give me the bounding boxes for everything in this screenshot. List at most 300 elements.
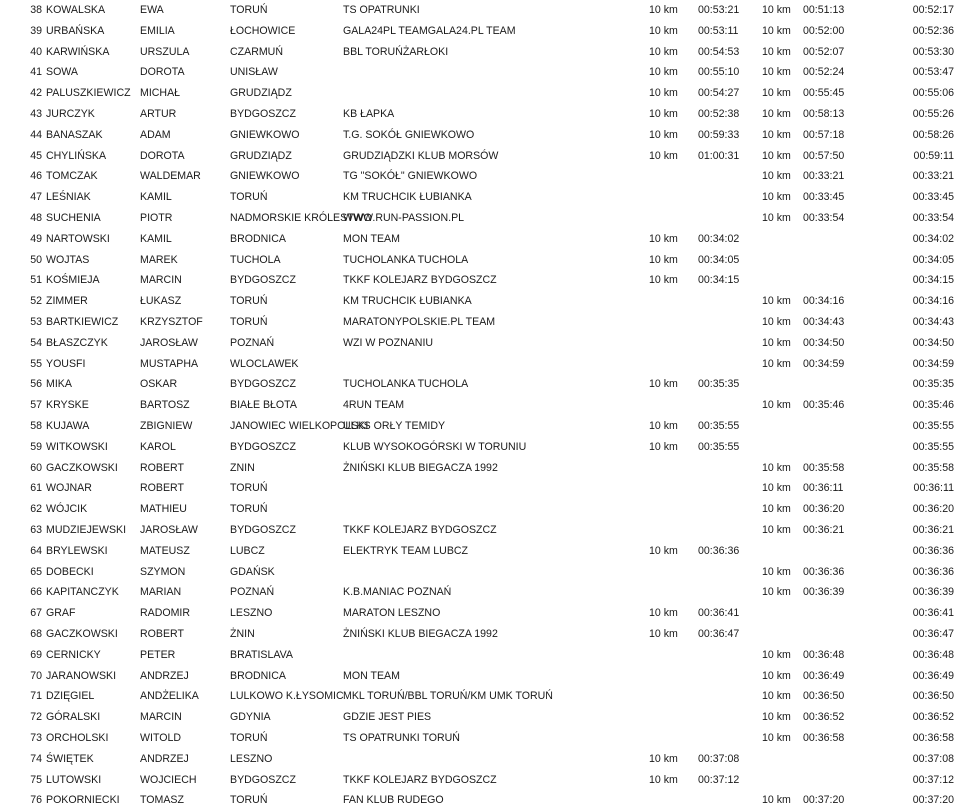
distance-1-cell bbox=[649, 790, 699, 811]
club-cell: TUCHOLANKA TUCHOLA bbox=[343, 378, 469, 391]
table-row bbox=[0, 499, 960, 520]
table-row bbox=[0, 541, 960, 562]
first-name-cell: ROBERT bbox=[140, 482, 184, 495]
total-time-cell: 00:35:58 bbox=[912, 461, 954, 474]
surname-cell: GRAF bbox=[46, 607, 76, 620]
place-cell: 73 bbox=[30, 732, 42, 744]
surname-cell: BRYLEWSKI bbox=[46, 544, 108, 557]
club-cell: TS OPATRUNKI TORUŃ bbox=[343, 732, 460, 744]
first-name-cell: OSKAR bbox=[140, 378, 178, 391]
time-2-cell: 00:34:16 bbox=[803, 295, 845, 308]
time-2-cell: 00:55:45 bbox=[803, 87, 845, 100]
place-cell: 53 bbox=[30, 316, 42, 328]
club-cell: TKKF KOLEJARZ BYDGOSZCZ bbox=[343, 773, 497, 786]
first-name-cell: MATHIEU bbox=[140, 503, 187, 516]
distance-2-cell: 10 km bbox=[762, 24, 791, 37]
surname-cell: KOWALSKA bbox=[46, 4, 106, 16]
total-time-cell: 00:35:35 bbox=[912, 378, 954, 391]
time-2-cell bbox=[803, 437, 873, 458]
time-1-cell bbox=[698, 458, 758, 479]
club-cell: KM TRUCHCIK ŁUBIANKA bbox=[343, 295, 472, 308]
club-cell: GDZIE JEST PIES bbox=[343, 711, 432, 724]
table-row bbox=[0, 83, 960, 104]
city-cell: UNISŁAW bbox=[230, 66, 278, 79]
distance-2-cell: 10 km bbox=[762, 108, 791, 120]
city-cell: BYDGOSZCZ bbox=[230, 524, 296, 536]
time-2-cell: 00:34:43 bbox=[803, 316, 845, 328]
distance-2-cell: 10 km bbox=[762, 149, 791, 162]
city-cell: TORUŃ bbox=[230, 503, 268, 516]
table-row bbox=[0, 624, 960, 645]
first-name-cell: MATEUSZ bbox=[140, 544, 190, 557]
distance-2-cell: 10 km bbox=[762, 336, 791, 349]
time-2-cell: 00:37:20 bbox=[803, 794, 845, 807]
distance-1-cell: 10 km bbox=[649, 149, 678, 162]
distance-1-cell bbox=[649, 333, 699, 354]
first-name-cell: ŁUKASZ bbox=[140, 295, 182, 308]
distance-1-cell bbox=[649, 208, 699, 229]
surname-cell: WOJNAR bbox=[46, 482, 92, 495]
time-2-cell: 00:52:07 bbox=[803, 45, 845, 58]
distance-2-cell: 10 km bbox=[762, 212, 791, 224]
club-cell bbox=[343, 354, 655, 375]
first-name-cell: JAROSŁAW bbox=[140, 524, 198, 536]
surname-cell: CERNICKY bbox=[46, 648, 101, 661]
club-cell: T.G. SOKÓŁ GNIEWKOWO bbox=[343, 128, 475, 141]
city-cell: TORUŃ bbox=[230, 794, 268, 807]
total-time-cell: 00:34:43 bbox=[912, 316, 954, 328]
total-time-cell: 00:34:59 bbox=[912, 357, 954, 370]
time-1-cell bbox=[698, 520, 758, 541]
club-cell: ULKS ORŁY TEMIDY bbox=[343, 420, 446, 432]
first-name-cell: KAROL bbox=[140, 440, 176, 453]
time-2-cell: 00:36:49 bbox=[803, 669, 845, 682]
table-row bbox=[0, 582, 960, 603]
table-row bbox=[0, 42, 960, 63]
place-cell: 46 bbox=[30, 170, 42, 183]
time-2-cell: 00:35:58 bbox=[803, 461, 845, 474]
city-cell: GDYNIA bbox=[230, 711, 271, 724]
time-1-cell bbox=[698, 666, 758, 687]
table-row bbox=[0, 770, 960, 791]
first-name-cell: ROBERT bbox=[140, 461, 184, 474]
time-1-cell bbox=[698, 208, 758, 229]
place-cell: 65 bbox=[30, 565, 42, 578]
surname-cell: PALUSZKIEWICZ bbox=[46, 87, 131, 100]
time-1-cell: 00:36:36 bbox=[698, 544, 740, 557]
distance-1-cell bbox=[649, 520, 699, 541]
city-cell: POZNAŃ bbox=[230, 586, 275, 599]
time-2-cell: 00:33:54 bbox=[803, 212, 845, 224]
time-1-cell: 01:00:31 bbox=[698, 149, 740, 162]
table-row bbox=[0, 250, 960, 271]
table-row bbox=[0, 562, 960, 583]
place-cell: 68 bbox=[30, 628, 42, 640]
time-1-cell bbox=[698, 354, 758, 375]
surname-cell: URBAŃSKA bbox=[46, 24, 105, 37]
city-cell: JANOWIEC WIELKOPOLSKI bbox=[230, 420, 369, 432]
first-name-cell: ZBIGNIEW bbox=[140, 420, 193, 432]
place-cell: 57 bbox=[30, 399, 42, 412]
city-cell: BIAŁE BŁOTA bbox=[230, 399, 297, 412]
time-1-cell bbox=[698, 166, 758, 187]
surname-cell: LUTOWSKI bbox=[46, 773, 102, 786]
city-cell: GNIEWKOWO bbox=[230, 128, 300, 141]
first-name-cell: MARIAN bbox=[140, 586, 182, 599]
total-time-cell: 00:52:36 bbox=[912, 24, 954, 37]
distance-2-cell: 10 km bbox=[762, 482, 791, 495]
time-1-cell bbox=[698, 790, 758, 811]
place-cell: 45 bbox=[30, 149, 42, 162]
distance-1-cell: 10 km bbox=[649, 66, 678, 79]
total-time-cell: 00:36:49 bbox=[912, 669, 954, 682]
time-2-cell: 00:36:11 bbox=[803, 482, 844, 495]
total-time-cell: 00:33:54 bbox=[912, 212, 954, 224]
distance-1-cell: 10 km bbox=[649, 607, 678, 620]
place-cell: 43 bbox=[30, 108, 42, 120]
distance-1-cell: 10 km bbox=[649, 24, 678, 37]
total-time-cell: 00:36:36 bbox=[912, 544, 954, 557]
time-1-cell: 00:34:15 bbox=[698, 274, 740, 287]
first-name-cell: KRZYSZTOF bbox=[140, 316, 203, 328]
club-cell bbox=[343, 62, 655, 83]
surname-cell: MUDZIEJEWSKI bbox=[46, 524, 127, 536]
distance-1-cell: 10 km bbox=[649, 544, 678, 557]
first-name-cell: ROBERT bbox=[140, 628, 184, 640]
first-name-cell: MARCIN bbox=[140, 711, 182, 724]
first-name-cell: URSZULA bbox=[140, 45, 190, 58]
city-cell: TORUŃ bbox=[230, 295, 268, 308]
total-time-cell: 00:37:08 bbox=[912, 752, 954, 765]
distance-1-cell bbox=[649, 728, 699, 749]
surname-cell: KAPITANCZYK bbox=[46, 586, 119, 599]
city-cell: LULKOWO K.ŁYSOMIC bbox=[230, 690, 344, 703]
club-cell: TG "SOKÓŁ" GNIEWKOWO bbox=[343, 170, 478, 183]
total-time-cell: 00:33:21 bbox=[912, 170, 954, 183]
time-2-cell bbox=[803, 770, 873, 791]
first-name-cell: DOROTA bbox=[140, 149, 185, 162]
first-name-cell: SZYMON bbox=[140, 565, 186, 578]
time-2-cell: 00:36:52 bbox=[803, 711, 845, 724]
city-cell: LESZNO bbox=[230, 752, 273, 765]
surname-cell: BANASZAK bbox=[46, 128, 103, 141]
total-time-cell: 00:52:17 bbox=[912, 4, 954, 16]
distance-1-cell: 10 km bbox=[649, 440, 678, 453]
place-cell: 44 bbox=[30, 128, 42, 141]
time-2-cell bbox=[803, 624, 873, 645]
surname-cell: POKORNIECKI bbox=[46, 794, 120, 807]
table-row bbox=[0, 21, 960, 42]
time-2-cell bbox=[803, 603, 873, 624]
first-name-cell: ADAM bbox=[140, 128, 171, 141]
total-time-cell: 00:37:12 bbox=[912, 773, 954, 786]
distance-1-cell bbox=[649, 707, 699, 728]
city-cell: CZARMUŃ bbox=[230, 45, 283, 58]
distance-1-cell: 10 km bbox=[649, 108, 678, 120]
club-cell: MARATON LESZNO bbox=[343, 607, 441, 620]
time-1-cell: 00:53:21 bbox=[698, 4, 740, 16]
total-time-cell: 00:35:55 bbox=[912, 440, 954, 453]
club-cell bbox=[343, 499, 655, 520]
club-cell: ŻNIŃSKI KLUB BIEGACZA 1992 bbox=[343, 628, 498, 640]
distance-1-cell: 10 km bbox=[649, 628, 678, 640]
distance-1-cell bbox=[649, 312, 699, 333]
city-cell: BYDGOSZCZ bbox=[230, 440, 296, 453]
time-1-cell bbox=[698, 395, 758, 416]
city-cell: TUCHOLA bbox=[230, 253, 281, 266]
surname-cell: DOBECKI bbox=[46, 565, 94, 578]
time-2-cell: 00:58:13 bbox=[803, 108, 845, 120]
surname-cell: SUCHENIA bbox=[46, 212, 101, 224]
time-1-cell: 00:36:41 bbox=[698, 607, 740, 620]
club-cell: TKKF KOLEJARZ BYDGOSZCZ bbox=[343, 274, 497, 287]
place-cell: 64 bbox=[30, 544, 42, 557]
table-row bbox=[0, 374, 960, 395]
surname-cell: NARTOWSKI bbox=[46, 232, 110, 245]
table-row bbox=[0, 104, 960, 125]
distance-2-cell: 10 km bbox=[762, 565, 791, 578]
surname-cell: CHYLIŃSKA bbox=[46, 149, 107, 162]
distance-2-cell: 10 km bbox=[762, 45, 791, 58]
time-1-cell bbox=[698, 333, 758, 354]
time-1-cell: 00:35:35 bbox=[698, 378, 740, 391]
city-cell: GNIEWKOWO bbox=[230, 170, 300, 183]
time-1-cell bbox=[698, 707, 758, 728]
distance-2-cell: 10 km bbox=[762, 191, 791, 204]
place-cell: 50 bbox=[30, 253, 42, 266]
time-2-cell: 00:52:00 bbox=[803, 24, 845, 37]
place-cell: 58 bbox=[30, 420, 42, 432]
table-row bbox=[0, 270, 960, 291]
time-2-cell: 00:57:18 bbox=[803, 128, 845, 141]
distance-1-cell bbox=[649, 645, 699, 666]
surname-cell: DZIĘGIEL bbox=[46, 690, 95, 703]
first-name-cell: KAMIL bbox=[140, 232, 172, 245]
time-1-cell bbox=[698, 582, 758, 603]
distance-1-cell bbox=[649, 499, 699, 520]
table-row bbox=[0, 520, 960, 541]
city-cell: BRODNICA bbox=[230, 232, 286, 245]
total-time-cell: 00:36:21 bbox=[912, 524, 954, 536]
time-2-cell: 00:36:39 bbox=[803, 586, 845, 599]
club-cell: TUCHOLANKA TUCHOLA bbox=[343, 253, 469, 266]
distance-2-cell: 10 km bbox=[762, 399, 791, 412]
time-1-cell bbox=[698, 291, 758, 312]
first-name-cell: KAMIL bbox=[140, 191, 172, 204]
surname-cell: YOUSFI bbox=[46, 357, 86, 370]
surname-cell: SOWA bbox=[46, 66, 78, 79]
city-cell: LUBCZ bbox=[230, 544, 265, 557]
distance-1-cell bbox=[649, 458, 699, 479]
city-cell: NADMORSKIE KRÓLESTWO bbox=[230, 212, 372, 224]
time-1-cell: 00:55:10 bbox=[698, 66, 740, 79]
distance-1-cell: 10 km bbox=[649, 87, 678, 100]
place-cell: 55 bbox=[30, 357, 42, 370]
surname-cell: WOJTAS bbox=[46, 253, 90, 266]
table-row bbox=[0, 62, 960, 83]
time-2-cell bbox=[803, 229, 873, 250]
surname-cell: KOŚMIEJA bbox=[46, 274, 100, 287]
distance-2-cell: 10 km bbox=[762, 690, 791, 703]
time-2-cell bbox=[803, 749, 873, 770]
surname-cell: WÓJCIK bbox=[46, 503, 88, 516]
table-row bbox=[0, 437, 960, 458]
surname-cell: GACZKOWSKI bbox=[46, 628, 118, 640]
time-1-cell bbox=[698, 645, 758, 666]
club-cell: 4RUN TEAM bbox=[343, 399, 405, 412]
place-cell: 76 bbox=[30, 794, 42, 807]
club-cell: BBL TORUŃŻARŁOKI bbox=[343, 45, 449, 58]
place-cell: 60 bbox=[30, 461, 42, 474]
time-1-cell: 00:37:12 bbox=[698, 773, 740, 786]
first-name-cell: MICHAŁ bbox=[140, 87, 181, 100]
first-name-cell: JAROSŁAW bbox=[140, 336, 198, 349]
surname-cell: KRYSKE bbox=[46, 399, 89, 412]
club-cell: FAN KLUB RUDEGO bbox=[343, 794, 444, 807]
distance-1-cell: 10 km bbox=[649, 232, 678, 245]
table-row bbox=[0, 603, 960, 624]
distance-1-cell: 10 km bbox=[649, 253, 678, 266]
surname-cell: JURCZYK bbox=[46, 108, 95, 120]
city-cell: WLOCLAWEK bbox=[230, 357, 299, 370]
place-cell: 51 bbox=[30, 274, 42, 287]
time-2-cell bbox=[803, 374, 873, 395]
place-cell: 74 bbox=[30, 752, 42, 765]
place-cell: 39 bbox=[30, 24, 42, 37]
total-time-cell: 00:34:15 bbox=[912, 274, 954, 287]
first-name-cell: ANDRZEJ bbox=[140, 752, 189, 765]
total-time-cell: 00:36:52 bbox=[912, 711, 954, 724]
club-cell: KB ŁAPKA bbox=[343, 108, 395, 120]
club-cell bbox=[343, 749, 655, 770]
time-1-cell: 00:34:05 bbox=[698, 253, 740, 266]
first-name-cell: EMILIA bbox=[140, 24, 175, 37]
place-cell: 59 bbox=[30, 440, 42, 453]
city-cell: BYDGOSZCZ bbox=[230, 378, 296, 391]
city-cell: TORUŃ bbox=[230, 482, 268, 495]
time-1-cell: 00:54:27 bbox=[698, 87, 740, 100]
distance-1-cell: 10 km bbox=[649, 773, 678, 786]
table-row bbox=[0, 728, 960, 749]
city-cell: BRODNICA bbox=[230, 669, 286, 682]
first-name-cell: WALDEMAR bbox=[140, 170, 201, 183]
city-cell: BYDGOSZCZ bbox=[230, 274, 296, 287]
total-time-cell: 00:36:20 bbox=[912, 503, 954, 516]
distance-1-cell bbox=[649, 666, 699, 687]
total-time-cell: 00:36:39 bbox=[912, 586, 954, 599]
distance-2-cell: 10 km bbox=[762, 794, 791, 807]
time-2-cell: 00:33:21 bbox=[803, 170, 845, 183]
city-cell: ŻNIN bbox=[230, 628, 255, 640]
total-time-cell: 00:59:11 bbox=[913, 149, 954, 162]
club-cell: MON TEAM bbox=[343, 232, 400, 245]
surname-cell: MIKA bbox=[46, 378, 72, 391]
time-1-cell: 00:54:53 bbox=[698, 45, 740, 58]
club-cell: K.B.MANIAC POZNAŃ bbox=[343, 586, 452, 599]
time-2-cell bbox=[803, 250, 873, 271]
place-cell: 72 bbox=[30, 711, 42, 724]
club-cell: WZI W POZNANIU bbox=[343, 336, 434, 349]
place-cell: 42 bbox=[30, 87, 42, 100]
time-2-cell: 00:34:50 bbox=[803, 336, 845, 349]
place-cell: 62 bbox=[30, 503, 42, 516]
surname-cell: BŁASZCZYK bbox=[46, 336, 108, 349]
place-cell: 38 bbox=[30, 4, 42, 16]
table-row bbox=[0, 416, 960, 437]
club-cell: GRUDZIĄDZKI KLUB MORSÓW bbox=[343, 149, 499, 162]
distance-1-cell bbox=[649, 187, 699, 208]
club-cell: KLUB WYSOKOGÓRSKI W TORUNIU bbox=[343, 440, 527, 453]
place-cell: 61 bbox=[30, 482, 42, 495]
city-cell: LESZNO bbox=[230, 607, 273, 620]
club-cell: KM TRUCHCIK ŁUBIANKA bbox=[343, 191, 472, 204]
total-time-cell: 00:36:47 bbox=[912, 628, 954, 640]
place-cell: 75 bbox=[30, 773, 42, 786]
time-1-cell bbox=[698, 686, 758, 707]
first-name-cell: MUSTAPHA bbox=[140, 357, 199, 370]
table-row bbox=[0, 749, 960, 770]
time-1-cell bbox=[698, 478, 758, 499]
distance-2-cell: 10 km bbox=[762, 669, 791, 682]
surname-cell: WITKOWSKI bbox=[46, 440, 108, 453]
surname-cell: LEŚNIAK bbox=[46, 191, 91, 204]
first-name-cell: WITOLD bbox=[140, 732, 182, 744]
club-cell: TS OPATRUNKI bbox=[343, 4, 420, 16]
distance-2-cell: 10 km bbox=[762, 711, 791, 724]
place-cell: 48 bbox=[30, 212, 42, 224]
total-time-cell: 00:34:16 bbox=[912, 295, 954, 308]
place-cell: 67 bbox=[30, 607, 42, 620]
city-cell: GRUDZIĄDZ bbox=[230, 87, 292, 100]
time-1-cell: 00:37:08 bbox=[698, 752, 740, 765]
table-row bbox=[0, 125, 960, 146]
distance-2-cell: 10 km bbox=[762, 295, 791, 308]
total-time-cell: 00:58:26 bbox=[912, 128, 954, 141]
place-cell: 41 bbox=[30, 66, 42, 79]
place-cell: 56 bbox=[30, 378, 42, 391]
total-time-cell: 00:36:41 bbox=[912, 607, 954, 620]
distance-2-cell: 10 km bbox=[762, 586, 791, 599]
total-time-cell: 00:35:55 bbox=[912, 420, 954, 432]
time-1-cell: 00:52:38 bbox=[698, 108, 740, 120]
table-row bbox=[0, 478, 960, 499]
club-cell: ŻNIŃSKI KLUB BIEGACZA 1992 bbox=[343, 461, 498, 474]
distance-2-cell: 10 km bbox=[762, 357, 791, 370]
table-row bbox=[0, 790, 960, 811]
time-2-cell: 00:36:50 bbox=[803, 690, 845, 703]
total-time-cell: 00:36:50 bbox=[912, 690, 954, 703]
total-time-cell: 00:53:47 bbox=[912, 66, 954, 79]
table-row bbox=[0, 187, 960, 208]
table-row bbox=[0, 354, 960, 375]
club-cell: WWW.RUN-PASSION.PL bbox=[343, 212, 465, 224]
time-2-cell: 00:33:45 bbox=[803, 191, 845, 204]
total-time-cell: 00:35:46 bbox=[912, 399, 954, 412]
time-1-cell bbox=[698, 562, 758, 583]
place-cell: 63 bbox=[30, 524, 42, 536]
place-cell: 70 bbox=[30, 669, 42, 682]
distance-2-cell: 10 km bbox=[762, 66, 791, 79]
total-time-cell: 00:37:20 bbox=[912, 794, 954, 807]
distance-2-cell: 10 km bbox=[762, 128, 791, 141]
distance-2-cell: 10 km bbox=[762, 4, 791, 16]
city-cell: TORUŃ bbox=[230, 732, 268, 744]
surname-cell: BARTKIEWICZ bbox=[46, 316, 119, 328]
time-2-cell: 00:36:48 bbox=[803, 648, 845, 661]
city-cell: GDAŃSK bbox=[230, 565, 275, 578]
distance-1-cell: 10 km bbox=[649, 128, 678, 141]
club-cell: MON TEAM bbox=[343, 669, 400, 682]
